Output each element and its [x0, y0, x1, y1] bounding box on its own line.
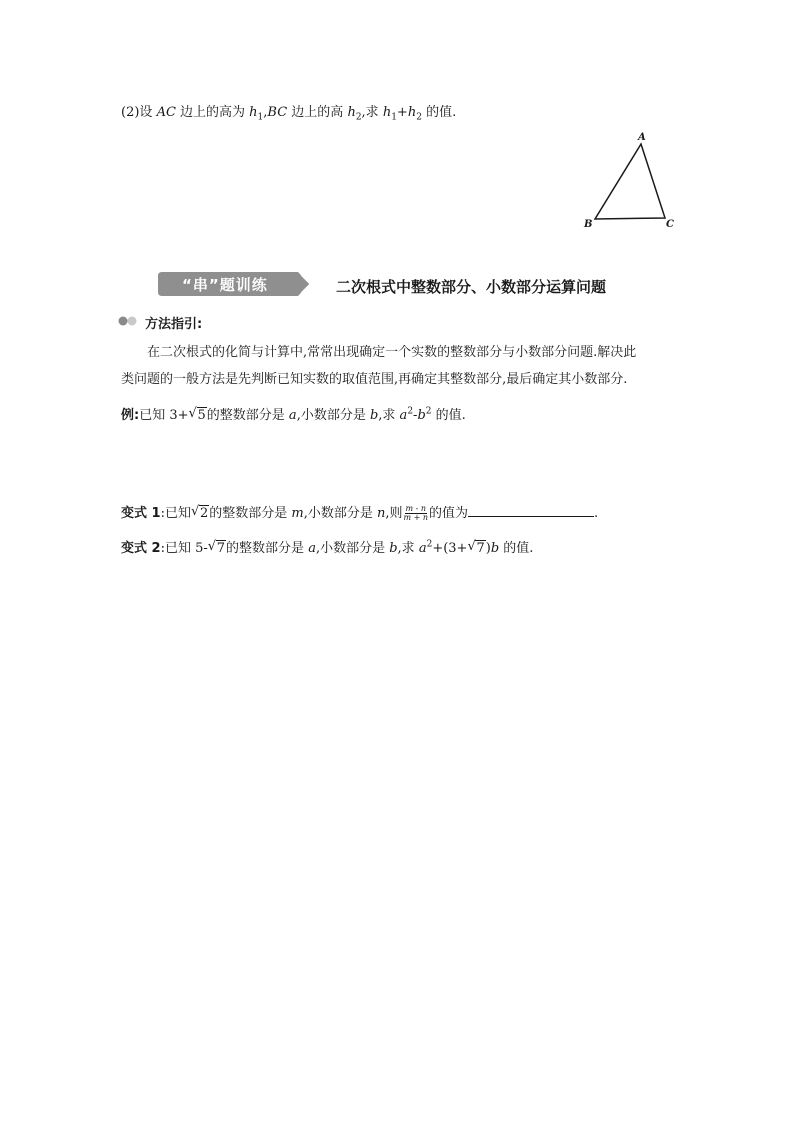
example-text: 已知 3+	[139, 408, 189, 423]
problem-text: 的值.	[421, 105, 457, 120]
segment-ac: AC	[156, 105, 176, 120]
vertex-b-label: B	[584, 219, 593, 230]
example-label: 例:	[121, 408, 140, 423]
method-paragraph-line-2: 类问题的一般方法是先判断已知实数的取值范围,再确定其整数部分,最后确定其小数部分.	[121, 372, 628, 387]
variant-text: 的整数部分是	[209, 506, 292, 521]
var-b: b	[417, 408, 426, 423]
problem-text: (2)设	[121, 105, 157, 120]
fraction	[404, 505, 429, 522]
sqrt-7	[208, 541, 226, 557]
vertex-a-label: A	[638, 132, 646, 143]
subscript: 2	[355, 112, 362, 123]
problem-text: ,	[263, 105, 268, 120]
example-text: -	[413, 408, 418, 423]
var-a: a	[308, 541, 316, 556]
subscript: 1	[391, 112, 397, 123]
var-b: b	[490, 541, 500, 556]
variant-text: )	[485, 541, 491, 556]
radicand: 2	[199, 506, 209, 521]
radicand: 5	[197, 408, 206, 423]
variant-text: :已知 5-	[160, 541, 208, 556]
var-m: m	[291, 506, 304, 521]
fraction-denominator: m + n	[403, 513, 429, 522]
section-title: 二次根式中整数部分、小数部分运算问题	[336, 278, 607, 296]
variant-text: 的值.	[499, 541, 534, 556]
radicand: 7	[476, 541, 485, 556]
var-a: a	[418, 541, 427, 556]
bullet-dots-icon	[118, 316, 140, 326]
sqrt-5	[189, 408, 207, 424]
method-paragraph-line-1: 在二次根式的化简与计算中,常常出现确定一个实数的整数部分与小数部分问题.解决此	[147, 345, 637, 360]
variant-text: +(3+	[432, 541, 468, 556]
segment-bc: BC	[267, 105, 288, 120]
example-text: ,求	[378, 408, 400, 423]
triangle-figure	[578, 126, 688, 236]
answer-blank[interactable]	[468, 505, 594, 517]
var-a: a	[399, 408, 408, 423]
sqrt-2	[191, 506, 209, 522]
sqrt-7	[467, 541, 485, 557]
exponent: 2	[426, 539, 433, 550]
example-text: ,小数部分是	[296, 408, 370, 423]
variant-text: 的值为	[429, 506, 469, 521]
var-b: b	[369, 408, 379, 423]
var-h: h	[249, 105, 258, 120]
triangle-abc	[595, 144, 665, 219]
variant-2	[121, 541, 533, 557]
example-text: 的值.	[431, 408, 466, 423]
problem-2	[121, 105, 456, 121]
var-n: n	[376, 506, 386, 521]
problem-text: +	[396, 105, 408, 120]
exponent: 2	[407, 406, 414, 417]
problem-text: ,求	[361, 105, 383, 120]
variant-1-label: 变式 1	[121, 506, 161, 521]
subscript: 1	[257, 112, 264, 123]
subscript: 2	[416, 112, 422, 123]
var-h: h	[382, 105, 392, 120]
radicand: 7	[216, 541, 226, 556]
vertex-c-label: C	[666, 219, 674, 230]
example-text: 的整数部分是	[206, 408, 289, 423]
variant-text: ,求	[397, 541, 419, 556]
variant-text: ,则	[385, 506, 403, 521]
variant-text: ,小数部分是	[315, 541, 390, 556]
fraction-numerator: m - n	[405, 504, 427, 513]
variant-2-label: 变式 2	[121, 541, 161, 556]
variant-1	[121, 505, 598, 522]
example	[121, 408, 466, 424]
variant-text: .	[594, 506, 599, 521]
badge-label: “串”题训练	[182, 276, 268, 294]
problem-text: 边上的高为	[175, 105, 250, 120]
section-badge	[158, 272, 310, 296]
var-h: h	[407, 105, 417, 120]
exponent: 2	[425, 406, 432, 417]
problem-text: 边上的高	[287, 105, 348, 120]
var-h: h	[347, 105, 356, 120]
method-label: 方法指引:	[145, 317, 203, 332]
variant-text: ,小数部分是	[303, 506, 377, 521]
variant-text: :已知	[160, 506, 191, 521]
var-b: b	[389, 541, 398, 556]
variant-text: 的整数部分是	[226, 541, 309, 556]
var-a: a	[288, 408, 297, 423]
